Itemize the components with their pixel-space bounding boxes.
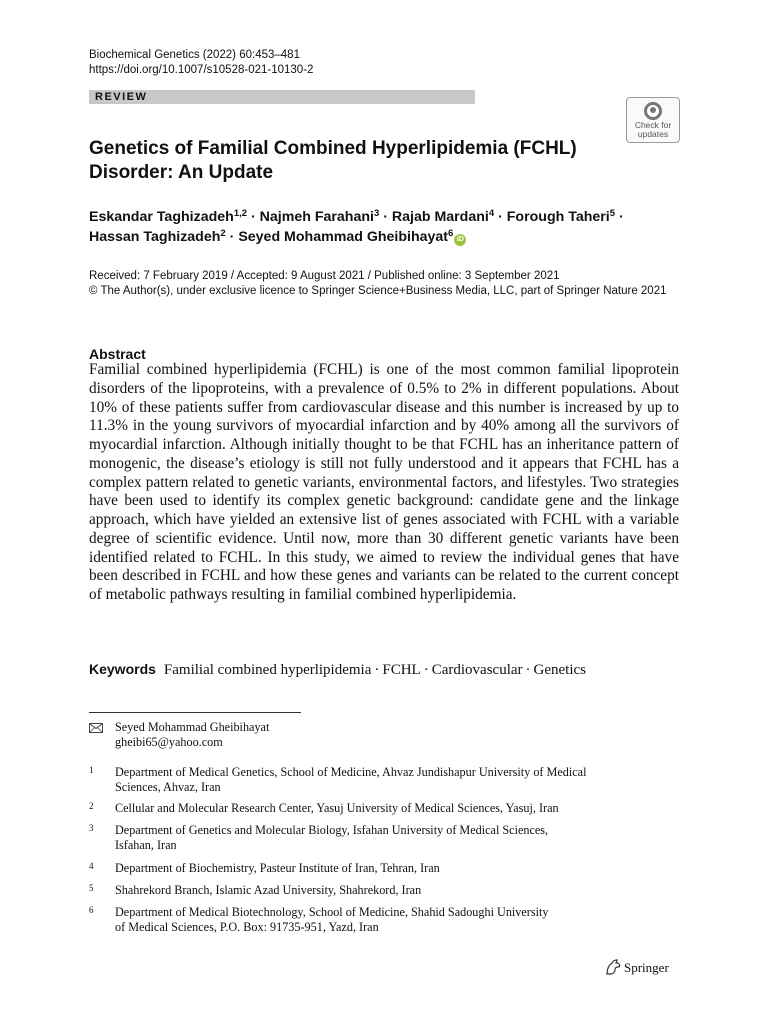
affiliation-line: of Medical Sciences, P.O. Box: 91735-951, Yazd, Iran (115, 920, 379, 934)
author-affiliation-ref: 6 (448, 228, 454, 239)
keyword-separator: · (423, 662, 429, 678)
affiliation-line: Cellular and Molecular Research Center, Yasuj University of Medical Sciences, Yasuj, Iran (115, 801, 559, 815)
keyword-separator: · (525, 662, 531, 678)
abstract-body: Familial combined hyperlipidemia (FCHL) is one of the most common familial lipoprotein disorders of the lipoproteins, with a prevalence of 0.5% to 2% in different populations. About 10% of these patients suffer from cardiovascular disease and this number is increased by up to 11.3% in the young survivors of myocardial infarction and by 40% among all the survivors of myocardial infarction. Although initially thought to be that FCHL has an inheritance pattern of monogenic, the disease’s etiology is still not fully understood and it appears that FCHL has a complex pattern related to genetic variants, environmental factors, and lifestyles. Two strategies have been used to identify its complex genetic background: candidate gene and the linkage approach, which have yielded an extensive list of genes associated with FCHL with a variable degree of scientific evidence. Until now, more than 30 different genetic variants have been identified related to FCHL. In this study, we aimed to review the individual genes that have been described in FCHL and how these genes and variants can be related to the current concept of metabolic pathways resulting in familial combined hyperlipidemia. (89, 361, 679, 603)
affiliation-line: Sciences, Ahvaz, Iran (115, 780, 221, 794)
envelope-icon (89, 723, 103, 733)
check-for-updates-badge[interactable] (626, 97, 680, 143)
author-separator: · (615, 209, 624, 225)
affiliation-text (115, 883, 675, 898)
keyword: Genetics (533, 662, 587, 678)
author-name: Najmeh Farahani (259, 209, 374, 225)
affiliation-line: Isfahan, Iran (115, 838, 177, 852)
author-separator: · (494, 209, 507, 225)
copyright-notice: © The Author(s), under exclusive licence to Springer Science+Business Media, LLC, part of Springer Nature 2021 (89, 285, 667, 297)
abstract-heading: Abstract (89, 346, 146, 362)
affiliation-text (115, 905, 675, 935)
journal-citation: Biochemical Genetics (2022) 60:453–481 (89, 49, 300, 61)
author-separator: · (225, 229, 239, 245)
author-line-2 (89, 227, 689, 247)
author-separator: · (247, 209, 260, 225)
keyword: Cardiovascular (431, 662, 523, 678)
publication-dates: Received: 7 February 2019 / Accepted: 9 August 2021 / Published online: 3 September 2021 (89, 270, 560, 282)
affiliation-line: Department of Medical Genetics, School of Medicine, Ahvaz Jundishapur University of Medical (115, 765, 587, 779)
author-affiliation-ref: 1,2 (233, 208, 248, 219)
corresponding-author-email[interactable]: gheibi65@yahoo.com (115, 735, 223, 749)
affiliation-text (115, 765, 675, 795)
affiliation-text (115, 801, 675, 816)
check-badge-line2: updates (637, 129, 669, 139)
author-separator: · (379, 209, 392, 225)
publisher-logo-text: Springer (624, 960, 669, 975)
title-line-2: Disorder: An Update (89, 162, 274, 183)
affiliation-number: 5 (89, 883, 94, 893)
corresponding-author-name: Seyed Mohammad Gheibihayat (115, 720, 270, 734)
affiliation-number: 2 (89, 801, 94, 811)
author-name: Forough Taheri (506, 209, 610, 225)
check-badge-line1: Check for (634, 120, 672, 130)
author-name: Hassan Taghizadeh (89, 229, 221, 245)
affiliation-text (115, 823, 675, 853)
affiliation-line: Shahrekord Branch, Islamic Azad University, Shahrekord, Iran (115, 883, 422, 897)
affiliation-line: Department of Genetics and Molecular Biology, Isfahan University of Medical Sciences, (115, 823, 549, 837)
author-line-1 (89, 207, 689, 227)
affiliation-number: 3 (89, 823, 94, 833)
keyword: Familial combined hyperlipidemia (163, 662, 372, 678)
keywords-heading: Keywords (89, 661, 156, 677)
keyword-separator: · (374, 662, 380, 678)
author-affiliation-ref: 3 (373, 208, 380, 219)
affiliation-number: 6 (89, 905, 94, 915)
affiliation-line: Department of Biochemistry, Pasteur Institute of Iran, Tehran, Iran (115, 861, 440, 875)
keywords-line (89, 660, 689, 679)
author-name: Seyed Mohammad Gheibihayat (238, 229, 449, 245)
author-affiliation-ref: 4 (488, 208, 495, 219)
springer-horse-icon (604, 959, 622, 976)
article-type-label: REVIEW (95, 91, 148, 103)
author-list (89, 207, 689, 247)
affiliation-line: Department of Medical Biotechnology, School of Medicine, Shahid Sadoughi University (115, 905, 549, 919)
keyword: FCHL (382, 662, 421, 678)
check-updates-icon (644, 102, 662, 120)
affiliation-text (115, 861, 675, 876)
orcid-icon[interactable]: iD (454, 234, 466, 246)
author-name: Eskandar Taghizadeh (89, 209, 234, 225)
affiliation-number: 4 (89, 861, 94, 871)
author-affiliation-ref: 5 (609, 208, 616, 219)
article-title (89, 137, 609, 185)
affiliation-number: 1 (89, 765, 94, 775)
footnote-divider (89, 712, 301, 713)
author-name: Rajab Mardani (391, 209, 489, 225)
title-line-1: Genetics of Familial Combined Hyperlipidemia (FCHL) (89, 138, 577, 159)
author-affiliation-ref: 2 (220, 228, 226, 239)
doi-link[interactable]: https://doi.org/10.1007/s10528-021-10130-2 (89, 64, 314, 76)
